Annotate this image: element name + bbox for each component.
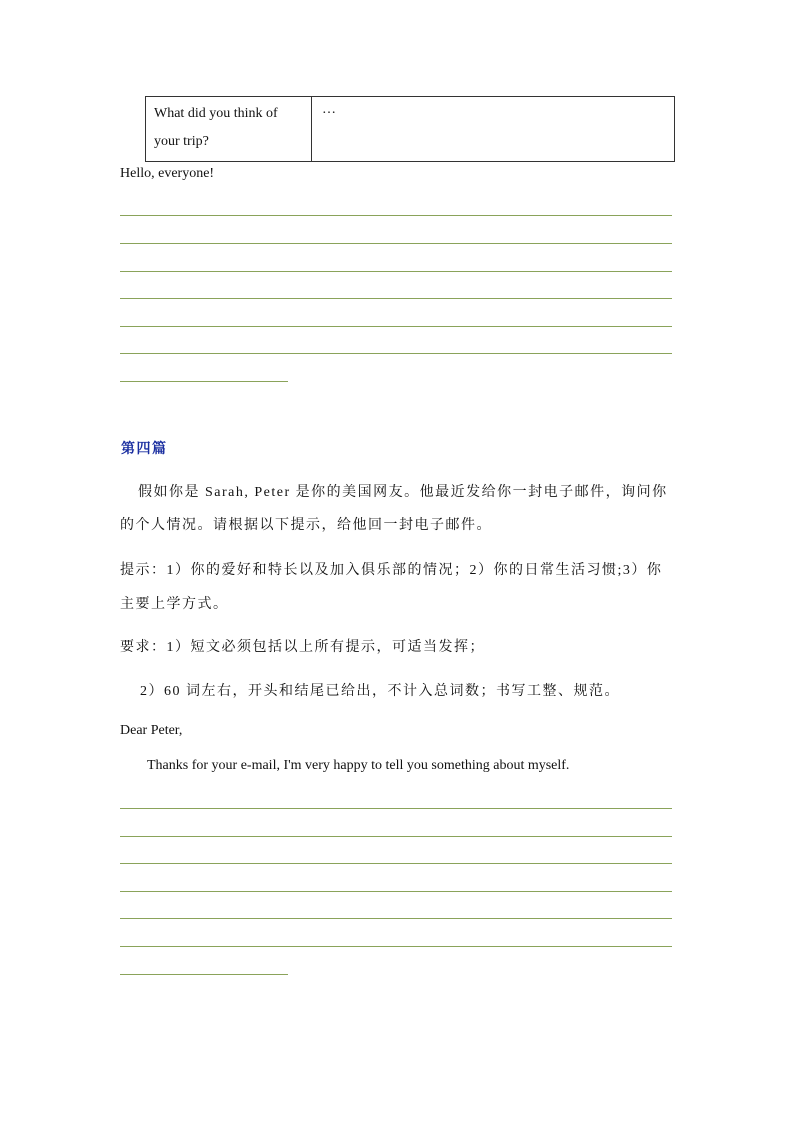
table-question-cell: What did you think of your trip? (154, 106, 278, 149)
writing-line-short (120, 381, 288, 382)
writing-line (120, 918, 672, 919)
writing-line (120, 326, 672, 327)
writing-line (120, 215, 672, 216)
table-column-divider (311, 97, 312, 161)
writing-line (120, 836, 672, 837)
table-answer-cell: … (322, 102, 336, 117)
writing-line-short (120, 974, 288, 975)
letter-opening: Thanks for your e-mail, I'm very happy to tell you something about myself. (147, 758, 570, 773)
trip-question-table (145, 96, 675, 162)
greeting-hello: Hello, everyone! (120, 166, 215, 181)
writing-line (120, 298, 672, 299)
writing-line (120, 808, 672, 809)
prompt-line-1: 假如你是 Sarah, Peter 是你的美国网友。他最近发给你一封电子邮件，询问你 (138, 485, 668, 500)
prompt-line-2: 的个人情况。请根据以下提示，给他回一封电子邮件。 (120, 518, 492, 533)
section-heading: 第四篇 (121, 442, 168, 457)
requirements-line-2: 2）60 词左右，开头和结尾已给出，不计入总词数；书写工整、规范。 (140, 684, 620, 699)
writing-line (120, 243, 672, 244)
writing-line (120, 863, 672, 864)
requirements-line-1: 要求：1）短文必须包括以上所有提示，可适当发挥； (120, 640, 485, 655)
writing-line (120, 891, 672, 892)
writing-line (120, 271, 672, 272)
letter-salutation: Dear Peter, (120, 723, 183, 738)
writing-line (120, 353, 672, 354)
hints-line-2: 主要上学方式。 (120, 597, 229, 612)
writing-line (120, 946, 672, 947)
hints-line-1: 提示：1）你的爱好和特长以及加入俱乐部的情况；2）你的日常生活习惯;3）你 (120, 563, 663, 578)
